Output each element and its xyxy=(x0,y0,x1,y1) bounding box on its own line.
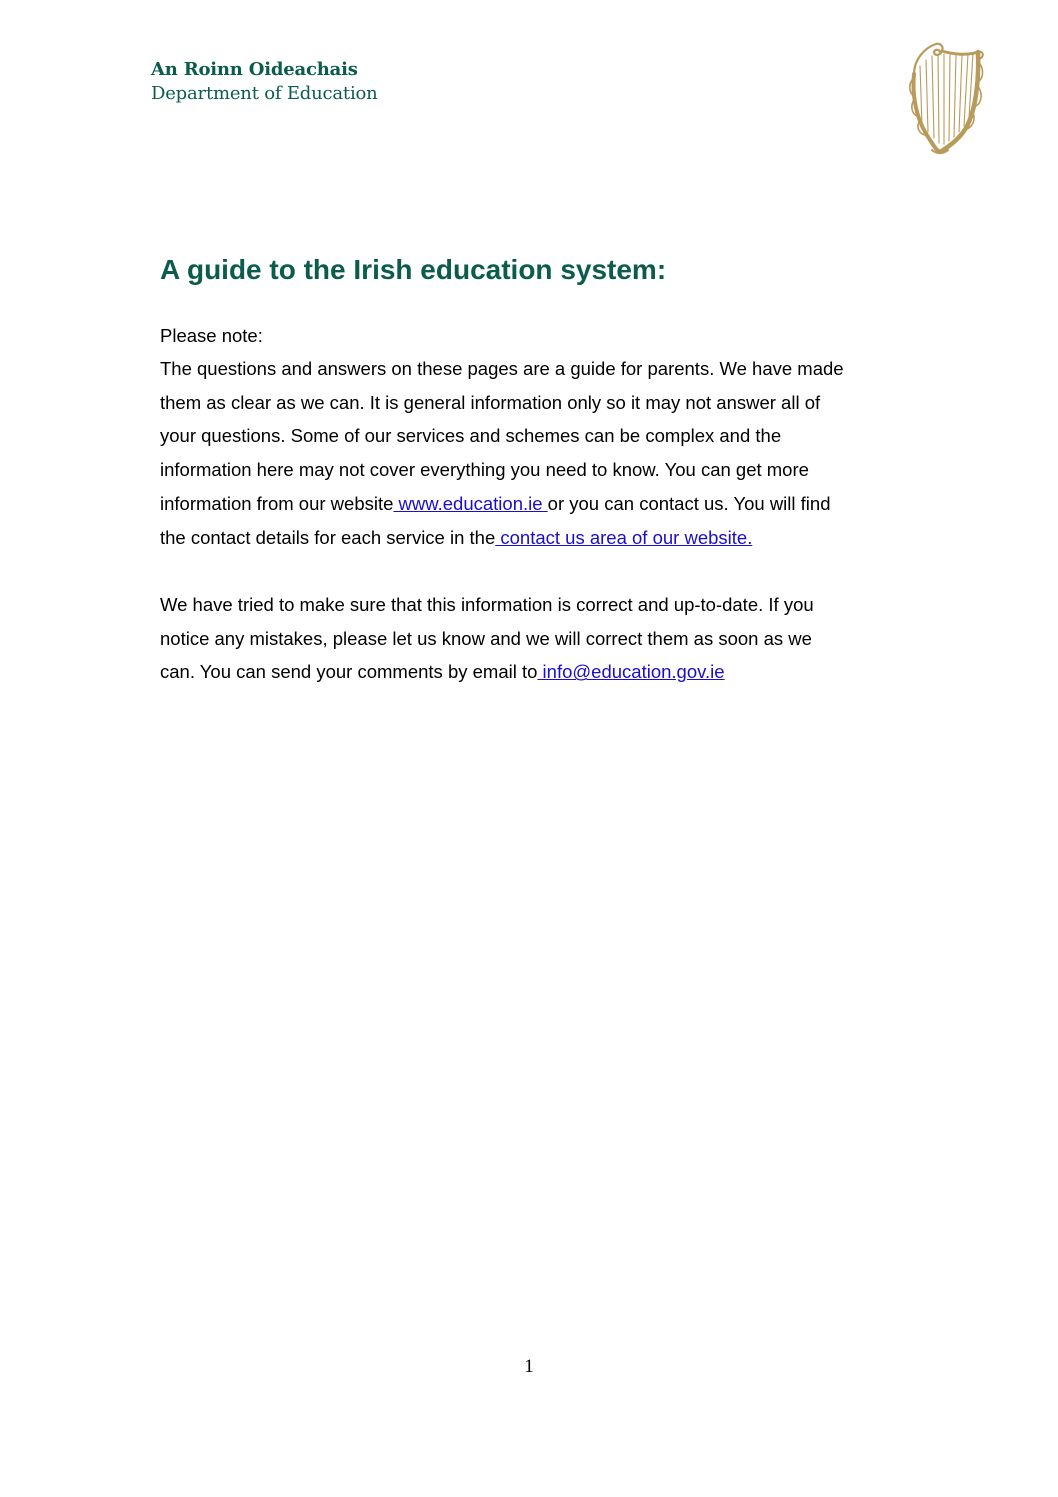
intro-paragraph xyxy=(160,352,900,554)
harp-icon xyxy=(906,40,986,156)
paragraph-line: them as clear as we can. It is general information only so it may not answer all of xyxy=(160,391,821,413)
paragraph-line: We have tried to make sure that this information is correct and up-to-date. If you xyxy=(160,594,814,615)
paragraph-line: information here may not cover everything you need to know. You can get more xyxy=(160,459,809,481)
page-number: 1 xyxy=(524,1356,534,1377)
department-name-english: Department of Education xyxy=(151,83,378,104)
paragraph-line xyxy=(160,655,900,689)
paragraph-line xyxy=(160,521,900,555)
note-label: Please note: xyxy=(160,325,263,346)
paragraph-line xyxy=(160,487,900,521)
website-link[interactable]: www.education.ie xyxy=(393,492,548,514)
email-link[interactable]: info@education.gov.ie xyxy=(537,661,725,683)
department-name-irish: An Roinn Oideachais xyxy=(151,59,358,80)
feedback-paragraph xyxy=(160,588,900,689)
document-title: A guide to the Irish education system: xyxy=(160,254,667,285)
department-header xyxy=(151,58,378,106)
paragraph-text: the contact details for each service in the xyxy=(160,526,496,548)
paragraph-text: or you can contact us. You will find xyxy=(547,492,831,514)
paragraph-line: notice any mistakes, please let us know and we will correct them as soon as we xyxy=(160,627,812,649)
contact-us-link[interactable]: contact us area of our website. xyxy=(495,526,753,548)
paragraph-text: information from our website xyxy=(160,492,394,514)
paragraph-text: can. You can send your comments by email to xyxy=(160,661,538,683)
paragraph-line: The questions and answers on these pages are a guide for parents. We have made xyxy=(160,358,844,379)
paragraph-line: your questions. Some of our services and schemes can be complex and the xyxy=(160,425,782,447)
